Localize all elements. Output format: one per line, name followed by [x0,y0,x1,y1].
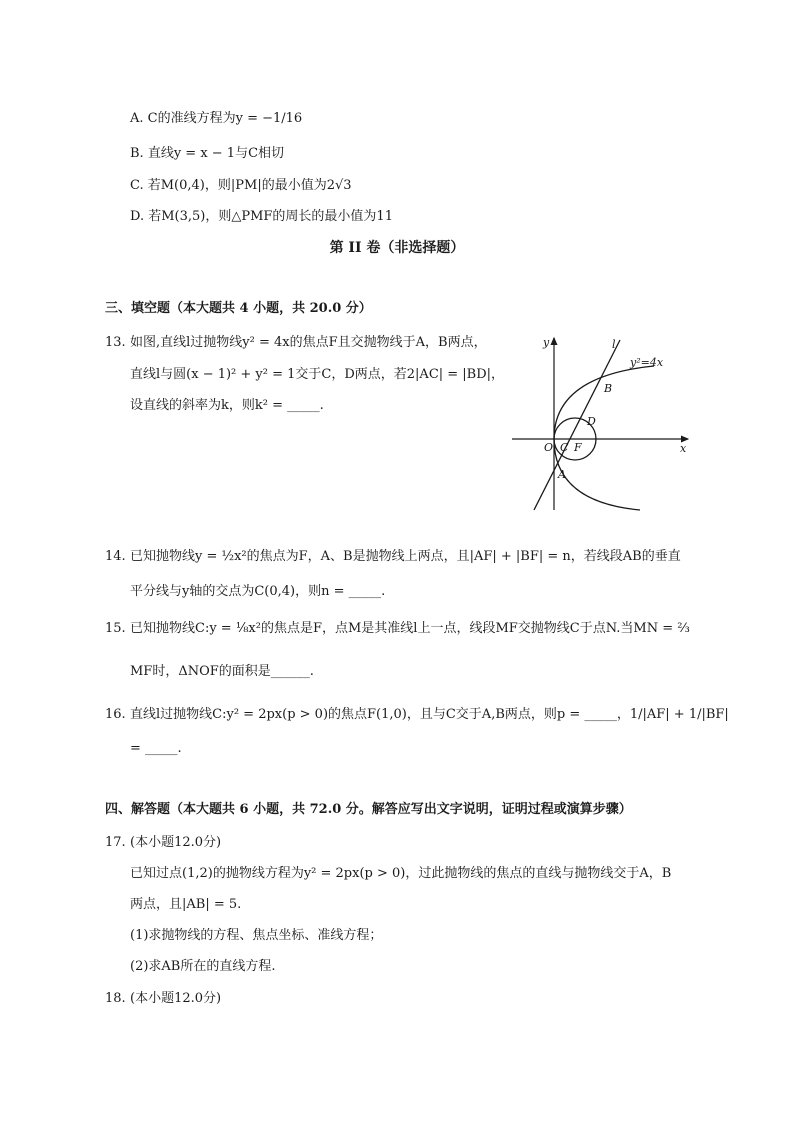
label-B: B [604,382,613,395]
label-O: O [544,441,554,454]
q13-line3: 设直线的斜率为k，则k² = _____. [130,398,324,413]
part2-title: 第 II 卷（非选择题） [329,240,465,256]
q17-line1: 已知过点(1,2)的抛物线方程为y² = 2px(p > 0)，过此抛物线的焦点的直线与抛物线交于A，B [130,866,672,881]
label-D: D [587,415,596,428]
option-a: A. C的准线方程为y = −1/16 [130,111,303,126]
q18-number: 18. [105,991,126,1006]
q18-score: (本小题12.0分) [130,991,222,1006]
q14-number: 14. [105,549,126,564]
option-d: D. 若M(3,5)，则△PMF的周长的最小值为11 [130,209,393,224]
q13-number: 13. [105,335,126,350]
label-C: C [560,441,569,454]
q15-number: 15. [105,621,126,636]
label-y: y [543,336,550,349]
q15-line2: MF时，ΔNOF的面积是______. [130,664,314,679]
label-parabola-eq: y²=4x [630,356,664,369]
q14-line1: 已知抛物线y = ½x²的焦点为F，A、B是抛物线上两点，且|AF| + |BF| = n，若线段AB的垂直 [130,549,681,564]
option-c: C. 若M(0,4)，则|PM|的最小值为2√3 [130,178,352,193]
q13-line1: 如图,直线l过抛物线y² = 4x的焦点F且交抛物线于A，B两点， [130,335,487,350]
q14-line2: 平分线与y轴的交点为C(0,4)，则n = _____. [130,584,386,599]
q17-line2: 两点，且|AB| = 5. [130,897,242,912]
label-F: F [574,441,582,454]
q16-number: 16. [105,707,126,722]
q17-line4: (2)求AB所在的直线方程. [130,959,276,974]
q17-line3: (1)求抛物线的方程、焦点坐标、准线方程； [130,928,383,943]
q13-line2: 直线l与圆(x − 1)² + y² = 1交于C，D两点，若2|AC| = |BD|， [130,367,505,382]
parabola-figure [508,330,692,512]
q16-line1: 直线l过抛物线C:y² = 2px(p > 0)的焦点F(1,0)，且与C交于A,B两点，则p = _____，1/|AF| + 1/|BF| [130,707,729,722]
option-b: B. 直线y = x − 1与C相切 [130,146,285,161]
q17-score: (本小题12.0分) [130,835,222,850]
q15-line1: 已知抛物线C:y = ⅛x²的焦点是F，点M是其准线l上一点，线段MF交抛物线C于点N.当MN = ⅔ [130,621,690,636]
label-l: l [612,338,616,351]
q16-line2: = _____. [130,741,182,756]
label-x: x [680,442,687,455]
label-A: A [558,468,566,481]
section3-heading: 三、填空题（本大题共 4 小题，共 20.0 分） [105,301,372,316]
q17-number: 17. [105,835,126,850]
section4-heading: 四、解答题（本大题共 6 小题，共 72.0 分。解答应写出文字说明，证明过程或演算步骤） [105,802,632,817]
line-l [534,340,620,510]
